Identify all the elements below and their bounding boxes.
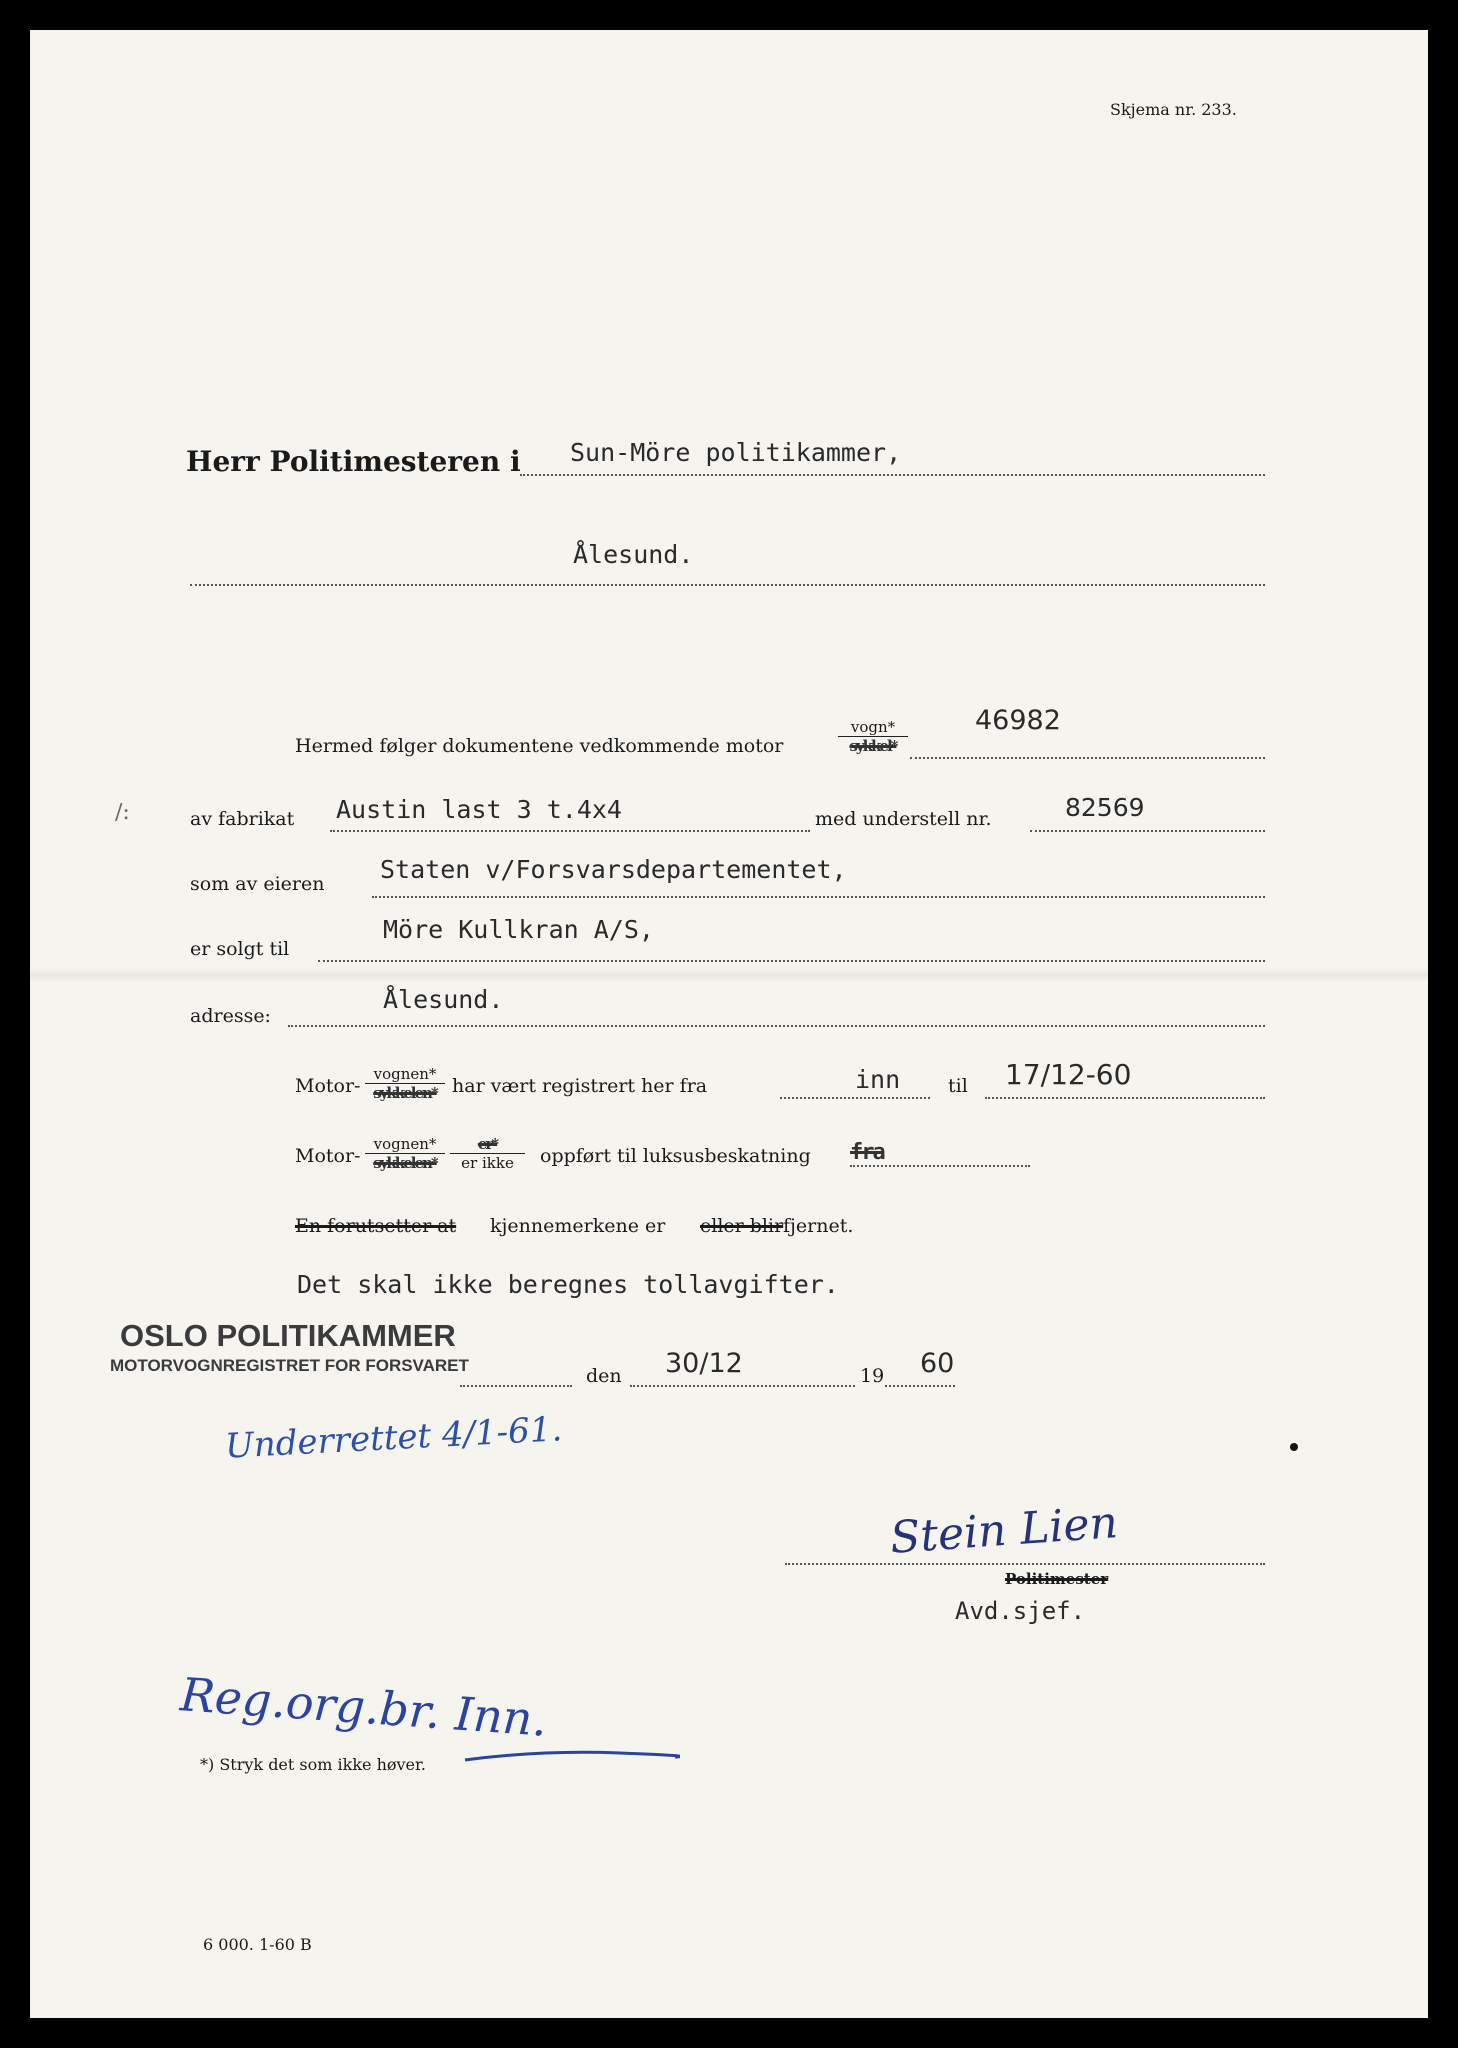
- plates-text: kjennemerkene er: [490, 1215, 666, 1237]
- reg-value: inn: [855, 1065, 901, 1094]
- date-label: den: [586, 1365, 622, 1387]
- sign-struck: Politimester: [1005, 1570, 1109, 1588]
- police-stamp: [110, 1318, 469, 1376]
- motor-value: 46982: [975, 705, 1061, 736]
- owner-label: som av eieren: [190, 873, 325, 895]
- reg-sykkelen: sykkelen*: [373, 1084, 437, 1102]
- ink-dot: [1290, 1443, 1298, 1451]
- print-code: 6 000. 1-60 B: [203, 1935, 312, 1954]
- form-number: Skjema nr. 233.: [1110, 100, 1237, 119]
- lux-fraction-er: [450, 1135, 525, 1172]
- toll-text: Det skal ikke beregnes tollavgifter.: [297, 1270, 839, 1299]
- year-prefix: 19: [860, 1365, 885, 1387]
- fabrikat-label: av fabrikat: [190, 808, 295, 830]
- reg-text: har vært registrert her fra: [452, 1075, 708, 1097]
- reg-til-line: [985, 1097, 1265, 1099]
- fabrikat-value: Austin last 3 t.4x4: [336, 795, 622, 824]
- addressee-label: Herr Politimesteren i: [186, 445, 521, 478]
- signature: Stein Lien: [888, 1497, 1120, 1564]
- date-value: 30/12: [665, 1348, 743, 1379]
- sold-line: [318, 960, 1265, 962]
- date-line: [630, 1385, 855, 1387]
- place-line: [460, 1385, 572, 1387]
- lux-struck: fra: [850, 1140, 884, 1165]
- pen-stroke: [460, 1735, 680, 1775]
- reg-vognen: vognen*: [365, 1065, 445, 1084]
- motor-type-vogn: vogn*: [838, 718, 908, 737]
- year-value: 60: [920, 1348, 955, 1379]
- reg-prefix: Motor-: [295, 1075, 361, 1097]
- signature-line: [785, 1563, 1265, 1565]
- fold-crease: [30, 968, 1428, 982]
- intro-label: Hermed følger dokumentene vedkommende motor: [295, 735, 784, 757]
- footnote: *) Stryk det som ikke høver.: [200, 1755, 426, 1774]
- lux-text: oppført til luksusbeskatning: [540, 1145, 811, 1167]
- motor-type-sykkel: sykkel*: [849, 737, 897, 755]
- understell-value: 82569: [1065, 793, 1145, 822]
- sold-label: er solgt til: [190, 938, 290, 960]
- understell-line: [1030, 830, 1265, 832]
- reg-til-value: 17/12-60: [1005, 1058, 1132, 1091]
- address-value: Ålesund.: [383, 985, 504, 1014]
- address-line: [288, 1025, 1265, 1027]
- reg-til-label: til: [948, 1075, 968, 1097]
- reg-fraction: [365, 1065, 445, 1102]
- lux-vognen: vognen*: [365, 1135, 445, 1154]
- addressee-value: Sun-Möre politikammer,: [570, 438, 902, 467]
- sold-value: Möre Kullkran A/S,: [383, 915, 654, 944]
- plates-struck: En forutsetter at: [295, 1215, 457, 1237]
- lux-prefix: Motor-: [295, 1145, 361, 1167]
- lux-er-ikke: er ikke: [461, 1154, 514, 1172]
- owner-value: Staten v/Forsvarsdepartementet,: [380, 855, 847, 884]
- lux-line: [850, 1165, 1030, 1167]
- stamp-line2: MOTORVOGNREGISTRET FOR FORSVARET: [110, 1356, 469, 1375]
- margin-mark: ∕:: [115, 800, 130, 825]
- address-label: adresse:: [190, 1005, 271, 1027]
- addressee-city: Ålesund.: [573, 540, 694, 569]
- hand-note-reg: Reg.org.br. Inn.: [178, 1667, 549, 1747]
- lux-sykkelen: sykkelen*: [373, 1154, 437, 1172]
- sign-title: Avd.sjef.: [955, 1597, 1086, 1625]
- reg-line: [780, 1097, 930, 1099]
- plates-text2: fjernet.: [783, 1215, 854, 1237]
- fabrikat-line: [330, 830, 810, 832]
- understell-label: med understell nr.: [815, 808, 992, 830]
- motor-type-fraction: [838, 718, 908, 755]
- addressee-city-line: [190, 584, 1265, 586]
- stamp-line1: OSLO POLITIKAMMER: [120, 1318, 456, 1353]
- plates-struck2: eller blir: [700, 1215, 784, 1237]
- motor-line: [910, 757, 1265, 759]
- addressee-line: [520, 474, 1265, 476]
- year-line: [885, 1385, 955, 1387]
- lux-fraction: [365, 1135, 445, 1172]
- lux-er: er*: [450, 1135, 525, 1154]
- owner-line: [372, 896, 1265, 898]
- hand-note-underrettet: Underrettet 4/1-61.: [224, 1409, 564, 1467]
